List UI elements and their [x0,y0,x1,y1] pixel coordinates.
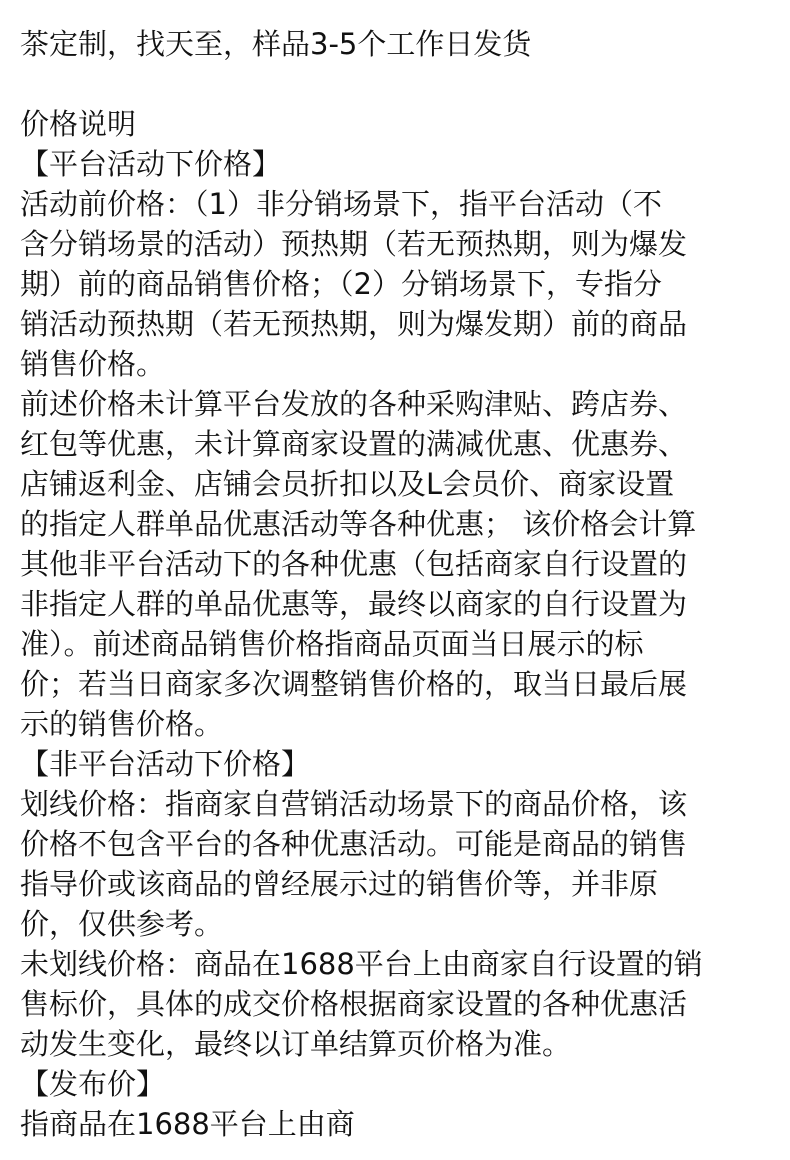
platform-activity-heading: 【平台活动下价格】 [20,147,282,181]
publish-price-paragraph [20,1104,778,1144]
paragraph-line: 含分销场景的活动）预热期（若无预热期，则为爆发 [20,227,688,261]
paragraph-line: 其他非平台活动下的各种优惠（包括商家自行设置的 [20,547,688,581]
price-description-page [20,24,778,1144]
blank-line [20,64,778,104]
non-platform-activity-heading: 【非平台活动下价格】 [20,747,311,781]
publish-price-heading: 【发布价】 [20,1067,166,1101]
paragraph-line: 准）。前述商品销售价格指商品页面当日展示的标 [20,627,644,661]
paragraph-line: 动发生变化，最终以订单结算页价格为准。 [20,1027,572,1061]
paragraph-line: 销活动预热期（若无预热期，则为爆发期）前的商品 [20,307,688,341]
pre-activity-price-paragraph [20,184,778,384]
price-info-title: 价格说明 [20,107,137,141]
paragraph-line: 指导价或该商品的曾经展示过的销售价等，并非原 [20,867,659,901]
paragraph-line: 期）前的商品销售价格；（2）分销场景下，专指分 [20,267,662,301]
price-exclusions-paragraph [20,384,778,744]
paragraph-line: 活动前价格：（1）非分销场景下，指平台活动（不 [20,187,662,221]
paragraph-line: 价，仅供参考。 [20,907,224,941]
paragraph-line: 红包等优惠，未计算商家设置的满减优惠、优惠券、 [20,427,688,461]
paragraph-line: 非指定人群的单品优惠等，最终以商家的自行设置为 [20,587,688,621]
paragraph-line: 划线价格：指商家自营销活动场景下的商品价格，该 [20,787,688,821]
paragraph-line: 的指定人群单品优惠活动等各种优惠； 该价格会计算 [20,507,697,541]
paragraph-line: 未划线价格：商品在1688平台上由商家自行设置的销 [20,947,703,981]
paragraph-line: 店铺返利金、店铺会员折扣以及L会员价、商家设置 [20,467,675,501]
strikethrough-price-paragraph [20,784,778,944]
paragraph-line: 前述价格未计算平台发放的各种采购津贴、跨店券、 [20,387,688,421]
paragraph-line: 售标价，具体的成交价格根据商家设置的各种优惠活 [20,987,688,1021]
paragraph-line: 指商品在1688平台上由商 [20,1107,355,1141]
paragraph-line: 价格不包含平台的各种优惠活动。可能是商品的销售 [20,827,688,861]
paragraph-line: 价；若当日商家多次调整销售价格的，取当日最后展 [20,667,688,701]
paragraph-line: 销售价格。 [20,347,166,381]
non-strikethrough-price-paragraph [20,944,778,1064]
product-headline: 茶定制，找天至，样品3-5个工作日发货 [20,27,532,61]
paragraph-line: 示的销售价格。 [20,707,224,741]
